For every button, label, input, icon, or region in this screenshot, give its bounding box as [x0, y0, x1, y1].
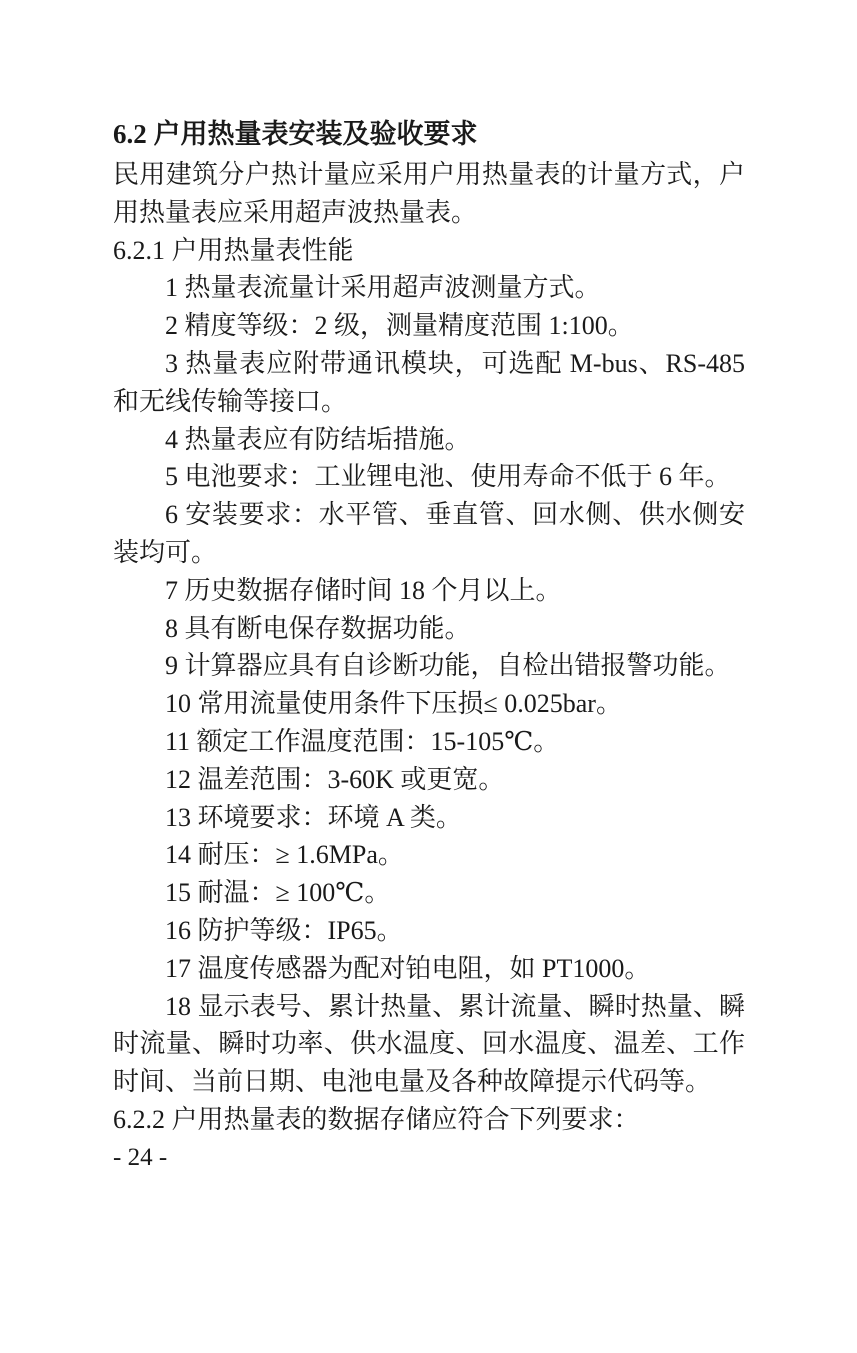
subsection-heading-6-2-2: 6.2.2 户用热量表的数据存储应符合下列要求： [113, 1104, 640, 1134]
spec-item-6 [113, 496, 745, 572]
item-number: 4 [165, 424, 178, 454]
item-number: 12 [165, 764, 191, 794]
item-number: 13 [165, 802, 191, 832]
spec-item-14 [113, 836, 745, 874]
item-text: 防护等级：IP65。 [197, 915, 403, 945]
page-number: - 24 - [113, 1143, 168, 1171]
spec-item-18 [113, 988, 745, 1101]
item-text: 耐温：≥ 100℃。 [197, 878, 391, 908]
item-text: 温差范围：3-60K 或更宽。 [197, 764, 505, 794]
spec-item-9 [113, 647, 745, 685]
item-text: 电池要求：工业锂电池、使用寿命不低于 6 年。 [184, 462, 731, 492]
item-number: 8 [165, 613, 178, 643]
item-number: 17 [165, 953, 191, 983]
spec-item-5 [113, 458, 745, 496]
item-text: 计算器应具有自诊断功能，自检出错报警功能。 [184, 651, 731, 681]
item-text: 显示表号、累计热量、累计流量、瞬时热量、瞬时流量、瞬时功率、供水温度、回水温度、温差、工作时间、当前日期、电池电量及各种故障提示代码等。 [113, 991, 745, 1097]
spec-item-16 [113, 912, 745, 950]
item-number: 10 [165, 689, 191, 719]
item-number: 11 [165, 726, 191, 756]
item-text: 热量表应附带通讯模块，可选配 M-bus、RS-485 和无线传输等接口。 [113, 348, 745, 416]
item-text: 精度等级：2 级，测量精度范围 1:100。 [184, 311, 634, 341]
spec-item-10 [113, 685, 745, 723]
item-text: 历史数据存储时间 18 个月以上。 [184, 575, 562, 605]
spec-item-8 [113, 610, 745, 648]
item-text: 热量表应有防结垢措施。 [184, 424, 471, 454]
section-heading-6-2: 6.2 户用热量表安装及验收要求 [113, 119, 478, 149]
item-text: 额定工作温度范围：15-105℃。 [196, 726, 560, 756]
item-text: 环境要求：环境 A 类。 [197, 802, 462, 832]
spec-item-15 [113, 874, 745, 912]
item-number: 1 [165, 273, 178, 303]
item-number: 6 [165, 500, 178, 530]
item-number: 14 [165, 840, 191, 870]
intro-paragraph: 民用建筑分户热计量应采用户用热量表的计量方式，户用热量表应采用超声波热量表。 [113, 160, 745, 227]
item-number: 3 [165, 348, 178, 378]
item-number: 5 [165, 462, 178, 492]
spec-item-2 [113, 307, 745, 345]
item-text: 耐压：≥ 1.6MPa。 [197, 840, 404, 870]
item-text: 安装要求：水平管、垂直管、回水侧、供水侧安装均可。 [113, 500, 745, 567]
item-text: 温度传感器为配对铂电阻，如 PT1000。 [197, 953, 651, 983]
spec-item-1 [113, 269, 745, 307]
item-number: 18 [165, 991, 191, 1021]
spec-item-7 [113, 572, 745, 610]
spec-item-11 [113, 723, 745, 761]
spec-item-3 [113, 345, 745, 421]
document-page [113, 112, 745, 1177]
item-text: 常用流量使用条件下压损≤ 0.025bar。 [197, 689, 622, 719]
spec-item-17 [113, 950, 745, 988]
item-number: 15 [165, 878, 191, 908]
item-number: 2 [165, 311, 178, 341]
item-number: 9 [165, 651, 178, 681]
spec-item-13 [113, 799, 745, 837]
subsection-heading-6-2-1: 6.2.1 户用热量表性能 [113, 235, 354, 265]
spec-item-4 [113, 421, 745, 459]
item-number: 16 [165, 915, 191, 945]
spec-item-12 [113, 761, 745, 799]
item-text: 热量表流量计采用超声波测量方式。 [184, 273, 601, 303]
item-number: 7 [165, 575, 178, 605]
item-text: 具有断电保存数据功能。 [184, 613, 471, 643]
